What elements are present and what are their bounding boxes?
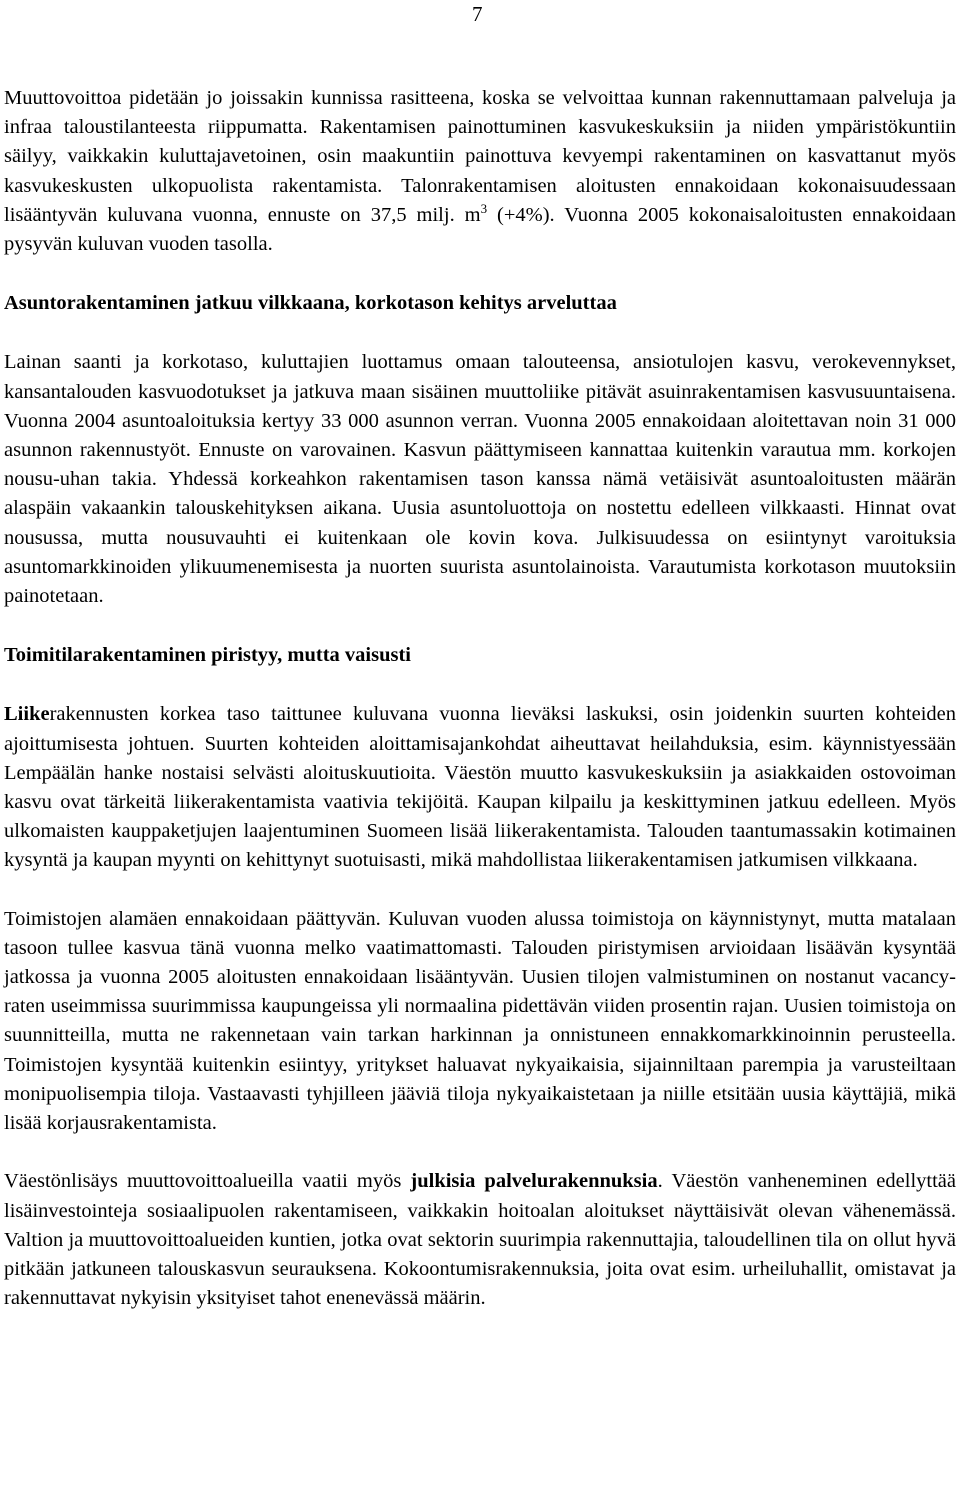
retail-bold-term: Liike — [4, 703, 50, 726]
spacer — [4, 318, 956, 348]
spacer — [4, 259, 956, 289]
page-number: 7 — [472, 2, 483, 26]
document-body — [4, 84, 956, 1313]
paragraph-intro — [4, 84, 956, 259]
heading-commercial: Toimitilarakentaminen piristyy, mutta vaisusti — [4, 644, 411, 667]
paragraph-public-buildings — [4, 1167, 956, 1313]
spacer — [4, 876, 956, 905]
paragraph-intro-text-end: (+4%). Vuonna 2005 kokonaisaloitusten ennakoidaan pysyvän kuluvan vuoden tasolla. — [4, 203, 957, 256]
heading-housing: Asuntorakentaminen jatkuu vilkkaana, korkotason kehitys arveluttaa — [4, 292, 617, 315]
paragraph-housing: Lainan saanti ja korkotaso, kuluttajien luottamus omaan talouteensa, ansiotulojen kasvu, verokevennykset, kansantalouden kasvuodotukset ja jatkuva maan sisäinen muuttoliike pitävät asuinrakentamisen kasvusuuntaisena. Vuonna 2004 asuntoaloituksia kertyy 33 000 asunnon verran. Vuonna 2005 ennakoidaan aloitettavan noin 31 000 asunnon rakennustyöt. Ennuste on varovainen. Kasvun päättymiseen kannattaa kuitenkin varautua mm. korkojen nousu-uhan takia. Yhdessä korkeahkon rakentamisen tason kanssa nämä vetäisivät asuntoaloitusten määrän alaspäin vakaankin talouskehityksen aikana. Uusia asuntoluottoja on nostettu edelleen vilkkaasti. Hinnat ovat nousussa, mutta nousuvauhti ei kuitenkaan ole kovin kova. Julkisuudessa on esiintynyt varoituksia asuntomarkkinoiden ylikuumenemisesta ja nuorten suurista asuntolainoista. Varautumista korkotason muutoksiin painotetaan. — [4, 351, 956, 608]
paragraph-intro-text: Muuttovoittoa pidetään jo joissakin kunnissa rasitteena, koska se velvoittaa kunnan rakennuttamaan palveluja ja infraa taloustilanteesta riippumatta. Rakentamisen painottuminen kasvukeskuksiin ja niiden ympäristökuntiin säilyy, vaikkakin kuluttajavetoinen, osin maakuntiin painottuva kevyempi rakentaminen on kasvattanut myös kasvukeskusten ulkopuolista rakentamista. Talonrakentamisen aloitusten ennakoidaan kokonaisuudessaan lisääntyvän kuluvana vuonna, ennuste on 37,5 milj. m — [4, 87, 956, 226]
spacer — [4, 1138, 956, 1167]
paragraph-retail — [4, 700, 956, 875]
paragraph-offices: Toimistojen alamäen ennakoidaan päättyvän. Kuluvan vuoden alussa toimistoja on käynnistynyt, mutta matalaan tasoon tullee kasvua tänä vuonna melko vaatimattomasti. Talouden piristymisen arvioidaan lisäävän kysyntää jatkossa ja vuonna 2005 aloitusten ennakoidaan lisääntyvän. Uusien tilojen valmistuminen on nostanut vacancy-raten useimmissa suurimmissa kaupungeissa yli normaalina pidettävän viiden prosentin rajan. Uusien toimistoja on suunnitteilla, mutta ne rakennetaan vain tarkan harkinnan ja onnistuneen ennakkomarkkinoinnin perusteella. Toimistojen kysyntää kuitenkin esiintyy, yritykset haluavat nykyaikaisia, sijainniltaan parempia ja varusteiltaan monipuolisempia tiloja. Vastaavasti tyhjilleen jääviä tiloja nykyaikaistetaan ja niille etsitään uusia käyttäjiä, mikä lisää korjausrakentamista. — [4, 907, 956, 1135]
spacer — [4, 611, 956, 641]
cubic-superscript: 3 — [480, 200, 488, 216]
paragraph-public-text: Väestönlisäys muuttovoittoalueilla vaatii myös — [4, 1170, 411, 1193]
public-bold-term: julkisia palvelurakennuksia — [410, 1170, 658, 1193]
spacer — [4, 670, 956, 700]
paragraph-public-text-end: . Väestön vanheneminen edellyttää lisäinvestointeja sosiaalipuolen rakentamiseen, vaikkakin hoitoalan aloitukset näyttäisivät olevan vähenemässä. Valtion ja muuttovoittoalueiden kuntien, jotka ovat sektorin suurimpia rakennuttajia, taloudellinen tila on ollut hyvä pitkään jatkuneen talouskasvun seurauksena. Kokoontumisrakennuksia, joita ovat esim. urheiluhallit, omistavat ja rakennuttavat nykyisin yksityiset tahot enenevässä määrin. — [4, 1170, 956, 1310]
paragraph-retail-text: rakennusten korkea taso taittunee kuluvana vuonna lieväksi laskuksi, osin joidenkin suurten kohteiden ajoittumisesta johtuen. Suurten kohteiden aloittamisajankohdat aiheuttavat heilahduksia, esim. käynnistyessään Lempäälän hanke nostaisi selvästi aloituskuutioita. Väestön muutto kasvukeskuksiin ja asiakkaiden ostovoiman kasvu ovat tärkeitä liikerakentamista vaativia tekijöitä. Kaupan kilpailu ja keskittyminen jatkuu edelleen. Myös ulkomaisten kauppaketjujen laajentuminen Suomeen lisää liikerakentamista. Talouden taantumassakin kotimainen kysyntä ja kaupan myynti on kehittynyt suotuisasti, mikä mahdollistaa liikerakentamisen jatkumisen vilkkaana. — [4, 703, 956, 872]
